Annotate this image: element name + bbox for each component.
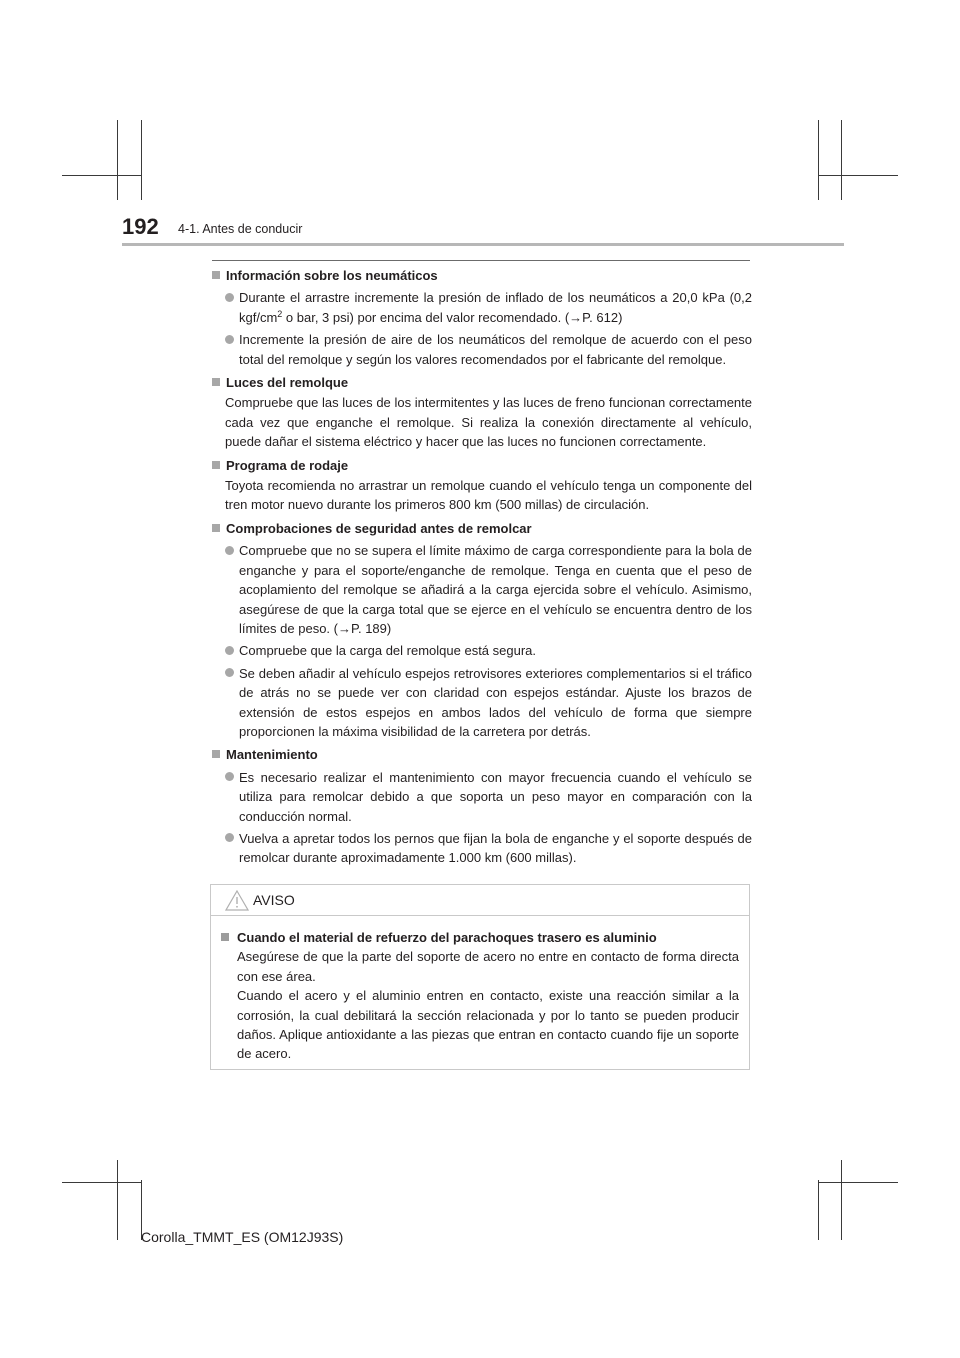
list-item-text: Compruebe que la carga del remolque está segura. bbox=[239, 643, 537, 659]
square-bullet-icon bbox=[212, 271, 220, 279]
list-item bbox=[212, 541, 752, 638]
square-bullet-icon bbox=[212, 378, 220, 386]
warning-body bbox=[211, 916, 749, 1064]
square-bullet-icon bbox=[212, 750, 220, 758]
crop-mark bbox=[117, 120, 118, 200]
list-item-text: Incremente la presión de aire de los neumáticos del remolque de acuerdo con el peso total del remolque y según los valores recomendados por el fabricante del remolque. bbox=[239, 332, 752, 367]
round-bullet-icon bbox=[225, 833, 234, 842]
warning-box bbox=[210, 884, 750, 1070]
crop-mark bbox=[841, 1160, 842, 1240]
section-heading-text: Mantenimiento bbox=[226, 747, 318, 763]
content-rule bbox=[212, 260, 750, 261]
list-item-text: Compruebe que no se supera el límite máximo de carga correspondiente para la bola de enganche y para el soporte/enganche de remolque. Tenga en cuenta que el peso de acoplamiento del remolque se añadirá a la carga ejercida sobre el vehículo. Asimismo, asegúrese de que la carga total que se ejerce en el vehículo se encuentra dentro de los límites de peso. (→P. 189) bbox=[239, 543, 752, 636]
paragraph: Compruebe que las luces de los intermitentes y las luces de freno funcionan correctamente cada vez que enganche el remolque. Si realiza la conexión directamente al vehículo, puede dañar el sistema eléctrico y hacer que las luces no funcionen correctamente. bbox=[225, 395, 752, 450]
list-item bbox=[212, 768, 752, 826]
warning-text: Cuando el acero y el aluminio entren en contacto, existe una reacción similar a la corrosión, la cual debilitará la sección relacionada y por lo tanto se pueden producir daños. Aplique antioxidante a las piezas que entran en contacto cuando fije un soporte de acero. bbox=[237, 988, 739, 1062]
round-bullet-icon bbox=[225, 646, 234, 655]
section-heading-text: Luces del remolque bbox=[226, 375, 349, 391]
list-item bbox=[212, 829, 752, 868]
warning-header bbox=[211, 885, 749, 916]
list-item-text: Vuelva a apretar todos los pernos que fijan la bola de enganche y el soporte después de remolcar durante aproximadamente 1.000 km (600 millas). bbox=[239, 830, 752, 866]
section-title: 4-1. Antes de conducir bbox=[178, 222, 303, 236]
square-bullet-icon bbox=[212, 461, 220, 469]
crop-mark bbox=[62, 1182, 142, 1183]
crop-mark bbox=[62, 175, 142, 176]
list-item-text: Es necesario realizar el mantenimiento con mayor frecuencia cuando el vehículo se utiliza para remolcar debido a que soporta un peso mayor en comparación con la conducción normal. bbox=[239, 769, 752, 824]
warning-heading bbox=[221, 928, 739, 947]
list-item-text: o bar, 3 psi) por encima del valor recomendado. (→P. 612) bbox=[282, 309, 623, 325]
warning-triangle-icon bbox=[225, 890, 249, 911]
warning-paragraph bbox=[221, 947, 739, 1063]
crop-mark bbox=[818, 1182, 898, 1183]
list-item bbox=[212, 288, 752, 327]
list-item bbox=[212, 641, 752, 660]
list-item bbox=[212, 330, 752, 369]
section-heading bbox=[212, 266, 752, 285]
square-bullet-icon bbox=[221, 933, 229, 941]
crop-mark bbox=[818, 175, 898, 176]
section-heading-text: Programa de rodaje bbox=[226, 457, 349, 473]
paragraph: Toyota recomienda no arrastrar un remolque cuando el vehículo tenga un componente del tren motor nuevo durante los primeros 800 km (500 millas) de circulación. bbox=[225, 478, 752, 513]
section-heading-text: Comprobaciones de seguridad antes de remolcar bbox=[226, 520, 532, 536]
warning-heading-text: Cuando el material de refuerzo del parachoques trasero es aluminio bbox=[237, 930, 657, 945]
section-heading-text: Información sobre los neumáticos bbox=[226, 268, 438, 283]
warning-text: Asegúrese de que la parte del soporte de acero no entre en contacto de forma directa con ese área. bbox=[237, 949, 739, 984]
round-bullet-icon bbox=[225, 546, 234, 555]
list-item-text: Se deben añadir al vehículo espejos retrovisores exteriores complementarios si el tráfico de atrás no se puede ver con claridad con espejos estándar. Ajuste los brazos de extensión de estos espejos en ambos lados del vehículo de forma que siempre proporcionen la máxima visibilidad de la carretera por detrás. bbox=[239, 665, 752, 739]
page-number: 192 bbox=[122, 214, 159, 239]
section-heading bbox=[212, 456, 752, 475]
round-bullet-icon bbox=[225, 668, 234, 677]
section-heading bbox=[212, 373, 752, 392]
square-bullet-icon bbox=[212, 524, 220, 532]
crop-mark bbox=[841, 120, 842, 200]
crop-mark bbox=[117, 1160, 118, 1240]
main-content bbox=[212, 266, 752, 868]
round-bullet-icon bbox=[225, 335, 234, 344]
footer-doc-id: Corolla_TMMT_ES (OM12J93S) bbox=[141, 1229, 344, 1245]
list-item bbox=[212, 664, 752, 742]
header-rule bbox=[122, 243, 844, 246]
warning-title: AVISO bbox=[253, 892, 295, 908]
section-heading bbox=[212, 519, 752, 538]
list-item-text: Durante el arrastre incremente la presión de inflado de los neumáticos a 20,0 kPa (0,2 kgf/cm bbox=[239, 290, 752, 325]
crop-mark bbox=[818, 1180, 819, 1240]
round-bullet-icon bbox=[225, 772, 234, 781]
section-heading bbox=[212, 745, 752, 764]
round-bullet-icon bbox=[225, 293, 234, 302]
crop-mark bbox=[141, 120, 142, 200]
crop-mark bbox=[818, 120, 819, 200]
superscript: 2 bbox=[277, 308, 283, 319]
